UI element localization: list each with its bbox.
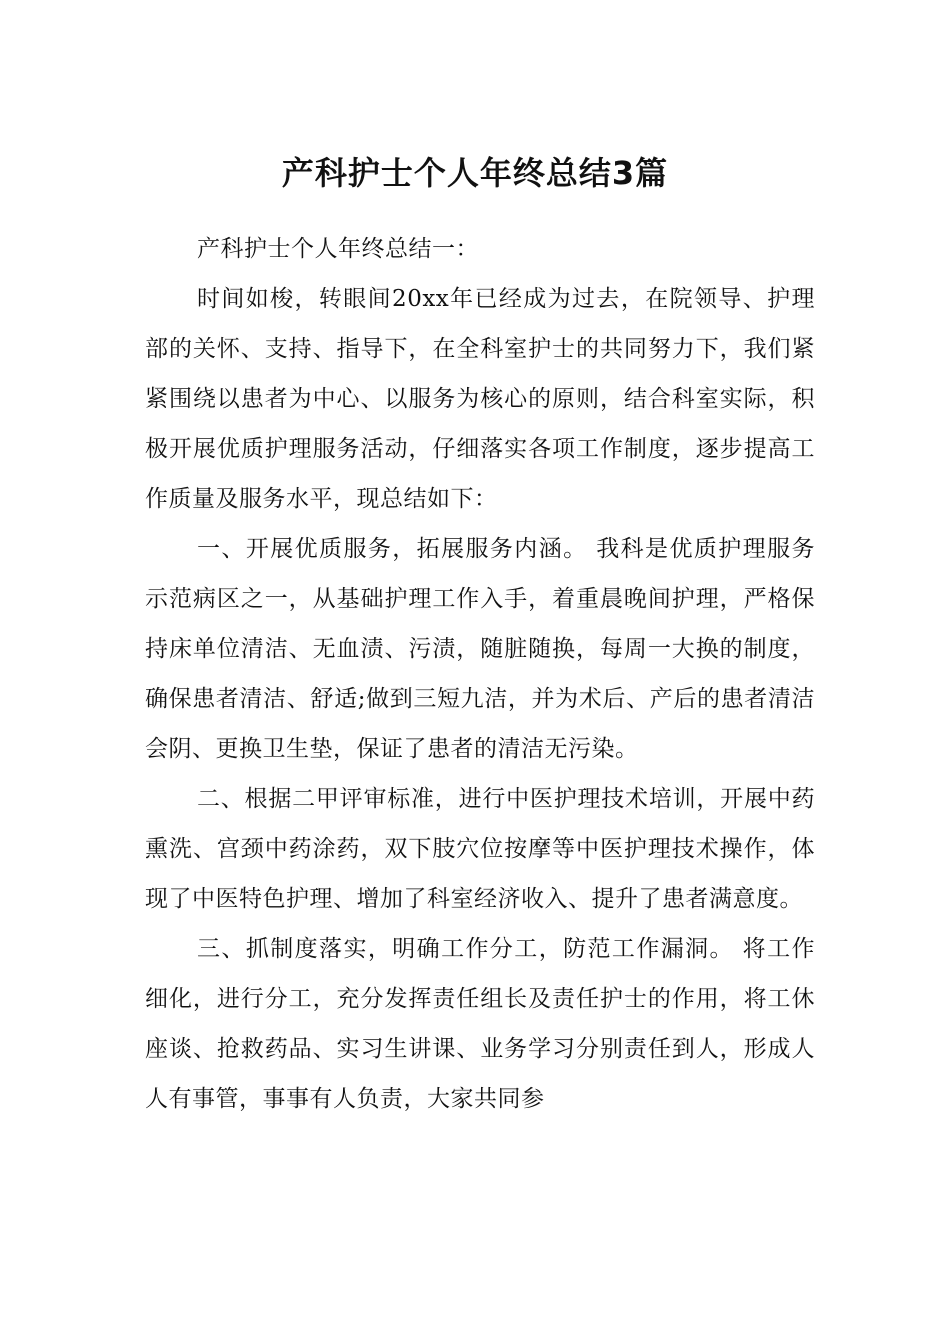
- document-body: [145, 224, 815, 1124]
- paragraph-section-2: 二、根据二甲评审标准，进行中医护理技术培训，开展中药熏洗、宫颈中药涂药，双下肢穴位按摩等中医护理技术操作，体现了中医特色护理、增加了科室经济收入、提升了患者满意度。: [145, 786, 815, 912]
- paragraph-intro: 时间如梭，转眼间20xx年已经成为过去，在院领导、护理部的关怀、支持、指导下，在全科室护士的共同努力下，我们紧紧围绕以患者为中心、以服务为核心的原则，结合科室实际，积极开展优质护理服务活动，仔细落实各项工作制度，逐步提高工作质量及服务水平，现总结如下：: [145, 286, 815, 512]
- paragraph-section-1: 一、开展优质服务，拓展服务内涵。 我科是优质护理服务示范病区之一，从基础护理工作入手，着重晨晚间护理，严格保持床单位清洁、无血渍、污渍，随脏随换，每周一大换的制度，确保患者清洁、舒适;做到三短九洁，并为术后、产后的患者清洁会阴、更换卫生垫，保证了患者的清洁无污染。: [145, 536, 815, 762]
- paragraph-heading-1: 产科护士个人年终总结一：: [197, 236, 479, 262]
- paragraph-section-3: 三、抓制度落实，明确工作分工，防范工作漏洞。 将工作细化，进行分工，充分发挥责任组长及责任护士的作用，将工休座谈、抢救药品、实习生讲课、业务学习分别责任到人，形成人人有事管，事事有人负责，大家共同参: [145, 936, 815, 1112]
- document-title: 产科护士个人年终总结3篇: [281, 154, 669, 193]
